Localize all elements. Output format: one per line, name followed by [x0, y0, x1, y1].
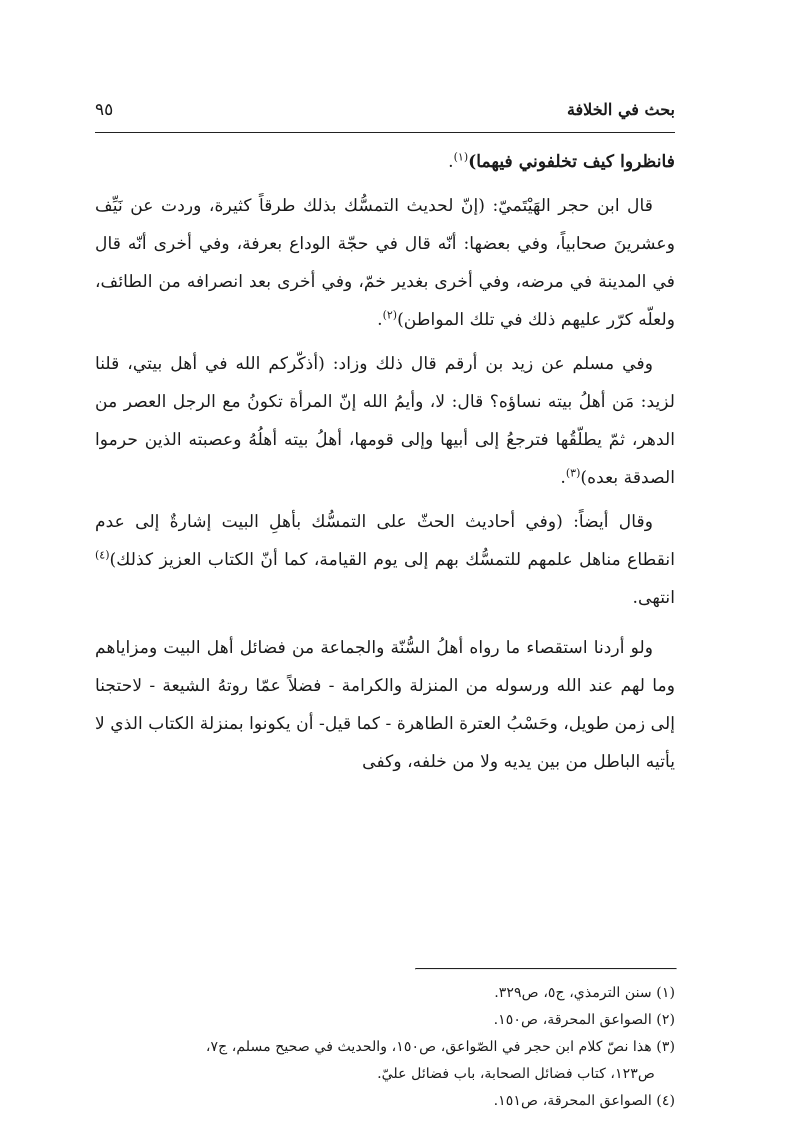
paragraph-2-text: قال ابن حجر الهَيْتَميّ: (إنّ لحديث التمسُّك بذلك طرقاً كثيرة، وردت عن نَيِّف وعشرينَ صحابياً، وفي بعضها: أنّه قال في حجّة الوداع بعرفة، وفي أخرى أنّه قال في المدينة في مرضه، وفي أخرى بغدير خمّ، وفي أخرى بعد انصرافه من الطائف، ولعلّه كرّر عليهم ذلك في تلك المواطن) [95, 196, 675, 330]
paragraph-4-text: وقال أيضاً: (وفي أحاديث الحثّ على التمسُّك بأهلِ البيت إشارةٌ إلى عدم انقطاع مناهل علمهم للتمسُّك بهم إلى يوم القيامة، كما أنّ الكتاب العزيز كذلك) [95, 512, 675, 570]
paragraph-4 [95, 503, 675, 617]
paragraph-3-text: وفي مسلم عن زيد بن أرقم قال ذلك وزاد: (أذكّركم الله في أهل بيتي، قلنا لزيد: مَن أهلُ بيته نساؤه؟ قال: لا، وأيمُ الله إنّ المرأة تكونُ مع الرجل العصر من الدهر، ثمّ يطلّقُها فترجعُ إلى أبيها وإلى قومها، أهلُ بيته أهلُهُ وعصبته الذين حرموا الصدقة بعده) [95, 354, 675, 488]
page-header [95, 92, 675, 133]
paragraph-2 [95, 187, 675, 339]
footnote-ref-1: (١) [453, 150, 469, 164]
paragraph-4-end: انتهى. [632, 588, 675, 608]
paragraph-3 [95, 345, 675, 497]
hadith-ending: فانظروا كيف تخلفوني فيهما) [468, 152, 675, 172]
page-number: ٩٥ [95, 100, 114, 120]
paragraph-1 [95, 143, 675, 181]
document-page [95, 92, 675, 1109]
footnote-2: (٢) الصواعق المحرقة، ص١٥٠. [493, 1012, 675, 1028]
footnote-divider [415, 968, 677, 970]
paragraph-1-end: . [448, 152, 454, 172]
footnote-4: (٤) الصواعق المحرقة، ص١٥١. [493, 1093, 675, 1109]
paragraph-3-end: . [560, 468, 566, 488]
footnote-3-continued: ص١٢٣، كتاب فضائل الصحابة، باب فضائل عليّ. [377, 1066, 655, 1082]
paragraph-5: ولو أردنا استقصاء ما رواه أهلُ السُّنّة والجماعة من فضائل أهل البيت ومزاياهم وما لهم عند الله ورسوله من المنزلة والكرامة - فضلاً عمّا روتهُ الشيعة - لاحتجنا إلى زمن طويل، وحَسْبُ العترة الطاهرة - كما قيل- أن يكونوا بمنزلة الكتاب الذي لا يأتيه الباطل من بين يديه ولا من خلفه، وكفى [95, 638, 675, 772]
footnote-3: (٣) هذا نصّ كلام ابن حجر في الصّواعق، ص١٥٠، والحديث في صحيح مسلم، ج٧، [205, 1039, 675, 1055]
footnotes [95, 980, 675, 1115]
paragraph-2-end: . [377, 310, 383, 330]
footnote-ref-2: (٢) [382, 308, 398, 322]
footnote-1: (١) سنن الترمذي، ج٥، ص٣٢٩. [494, 985, 675, 1001]
main-text [95, 143, 675, 781]
footnote-ref-3: (٣) [565, 466, 581, 480]
footnote-ref-4: (٤) [95, 548, 110, 562]
running-title: بحث في الخلافة [566, 100, 675, 119]
